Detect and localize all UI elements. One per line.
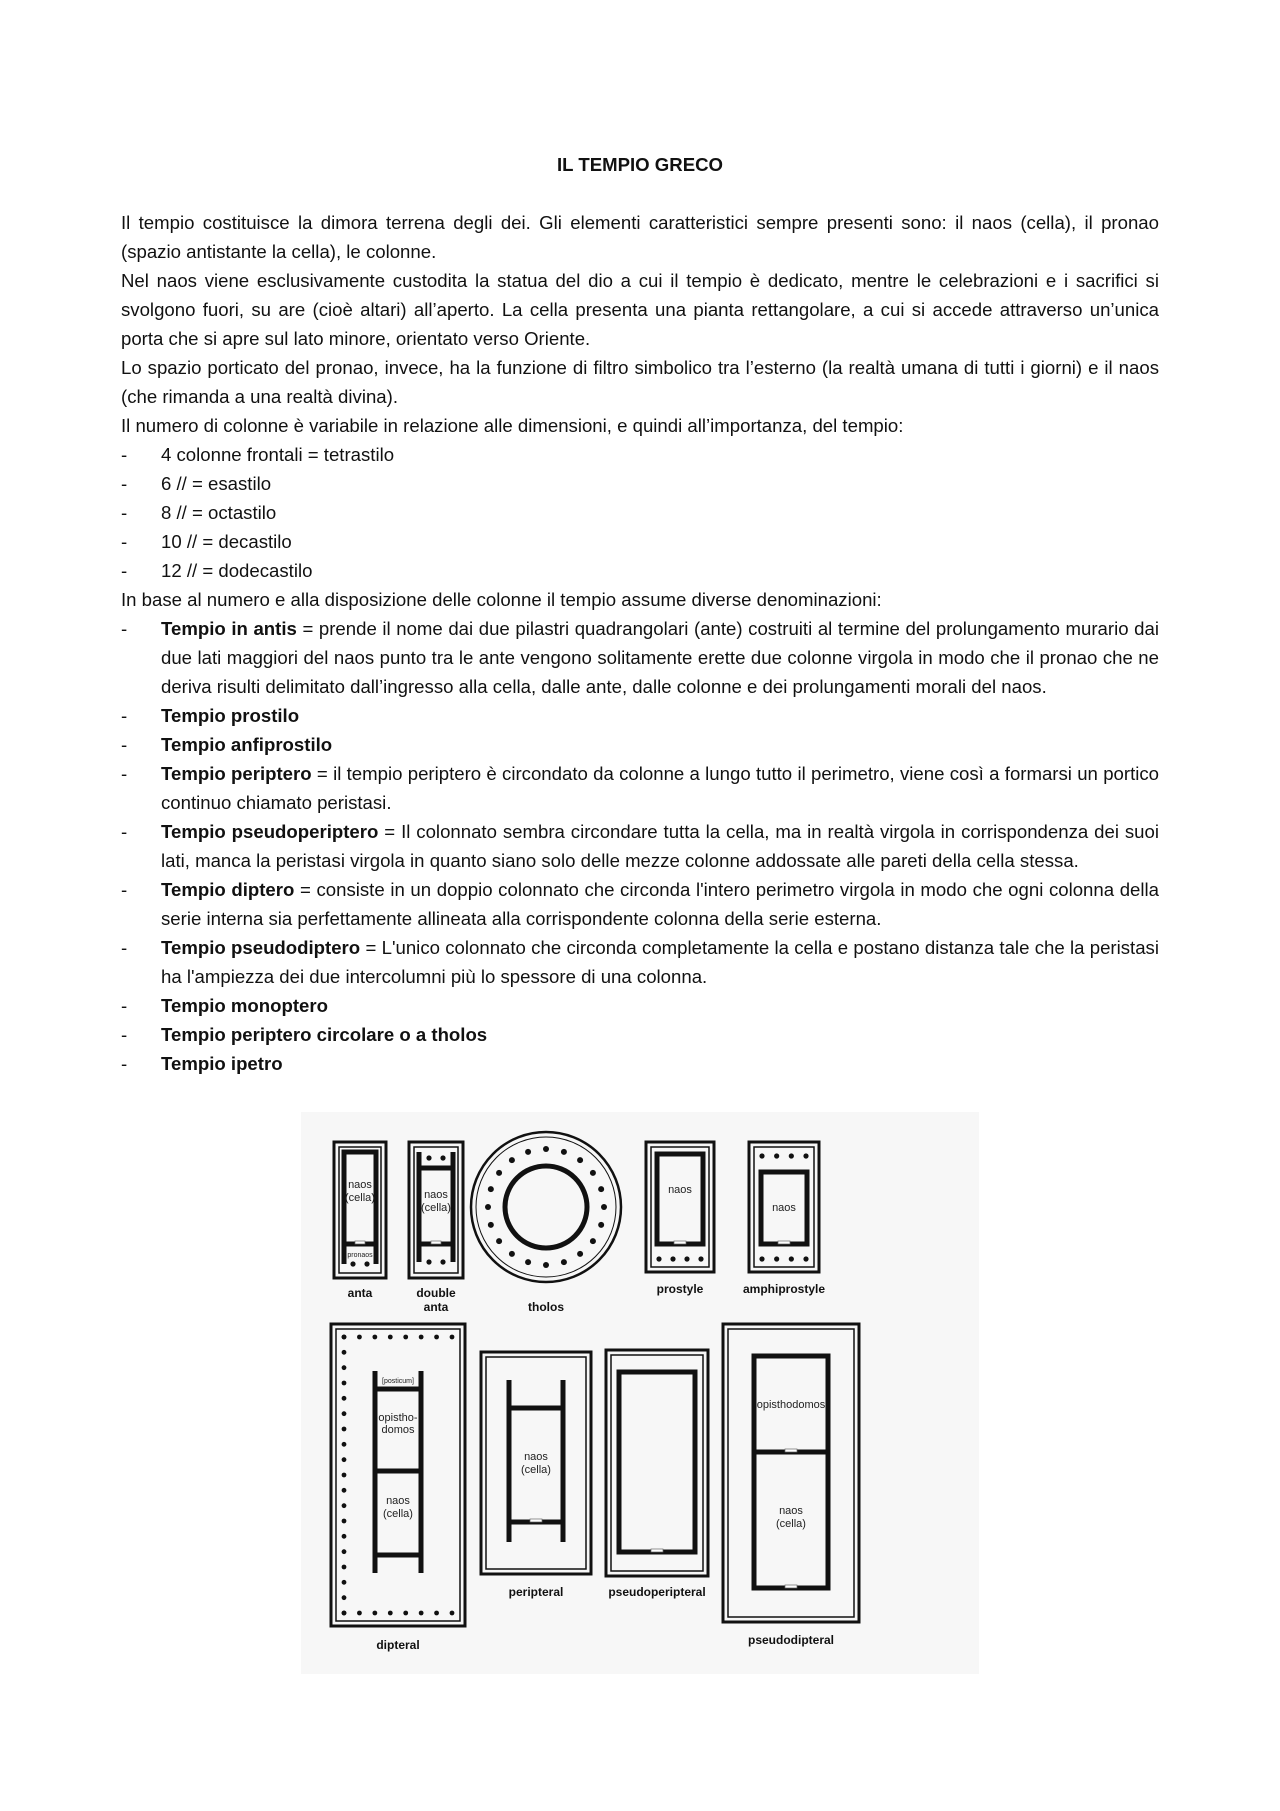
column-mark — [577, 1157, 583, 1163]
term: Tempio periptero circolare o a tholos — [161, 1024, 488, 1045]
column-mark — [403, 1611, 408, 1616]
column-mark — [485, 1204, 491, 1210]
column-mark — [496, 1170, 502, 1176]
column-mark — [388, 1611, 393, 1616]
column-mark — [684, 1256, 689, 1261]
column-mark — [342, 1580, 347, 1585]
column-mark — [698, 1256, 703, 1261]
document-body — [121, 150, 1159, 1078]
plan-label: tholos — [528, 1300, 564, 1314]
list-item: - 8 // = octastilo — [121, 502, 277, 523]
room-label: (cella) — [421, 1202, 451, 1214]
document-title: IL TEMPIO GRECO — [557, 154, 723, 175]
column-mark — [342, 1350, 347, 1355]
column-mark — [450, 1611, 455, 1616]
term: Tempio monoptero — [161, 995, 328, 1016]
list-item: - Tempio pseudoperiptero = Il colonnato sembra circondare tutta la cella, ma in realtà virgola in corrispondenza dei suoi lati, manca la peristasi virgola in quanto siano solo delle mezze colonne addossate alle pareti della cella stessa. — [121, 821, 1159, 871]
plan-label: anta — [347, 1286, 373, 1300]
column-mark — [342, 1595, 347, 1600]
column-mark — [342, 1565, 347, 1570]
column-count-list — [121, 440, 1159, 585]
column-mark — [590, 1238, 596, 1244]
room-label: (cella) — [521, 1464, 551, 1476]
column-mark — [342, 1335, 347, 1340]
plan-label: double — [416, 1286, 456, 1300]
column-mark — [342, 1396, 347, 1401]
room-label: naos — [779, 1505, 803, 1517]
column-mark — [372, 1335, 377, 1340]
column-mark — [357, 1611, 362, 1616]
room-label: [posticum] — [382, 1378, 414, 1385]
list-item: - Tempio periptero circolare o a tholos — [121, 1024, 488, 1045]
term: Tempio anfiprostilo — [161, 734, 333, 755]
column-mark — [488, 1186, 494, 1192]
column-mark — [342, 1411, 347, 1416]
list-item: - Tempio periptero = il tempio periptero è circondato da colonne a lungo tutto il perimetro, viene così a formarsi un portico continuo chiamato peristasi. — [121, 763, 1160, 813]
list-item: - Tempio pseudodiptero = L'unico colonnato che circonda completamente la cella e postano distanza tale che la peristasi ha l'ampiezza dei due intercolumni più lo spessore di una colonna. — [121, 937, 1159, 987]
room-label: opistho- — [378, 1412, 418, 1424]
column-mark — [342, 1457, 347, 1462]
column-mark — [342, 1534, 347, 1539]
column-mark — [357, 1335, 362, 1340]
paragraph: Lo spazio porticato del pronao, invece, ha la funzione di filtro simbolico tra l’esterno (la realtà umana di tutti i giorni) e il naos (che rimanda a una realtà divina). — [121, 357, 1159, 407]
room-label: (cella) — [776, 1518, 806, 1530]
column-mark — [342, 1381, 347, 1386]
column-mark — [450, 1335, 455, 1340]
list-item: - 10 // = decastilo — [121, 531, 292, 552]
list-item: - Tempio ipetro — [121, 1053, 283, 1074]
column-mark — [577, 1251, 583, 1257]
list-item: - Tempio anfiprostilo — [121, 734, 333, 755]
column-mark — [496, 1238, 502, 1244]
room-label: domos — [381, 1424, 415, 1436]
room-label: (cella) — [383, 1508, 413, 1520]
column-mark — [364, 1261, 369, 1266]
room-label: naos — [424, 1189, 448, 1201]
room-label: opisthodomos — [756, 1399, 826, 1411]
column-mark — [350, 1261, 355, 1266]
column-mark — [403, 1335, 408, 1340]
room-label: pronaos — [347, 1252, 373, 1259]
plan-label: anta — [423, 1300, 449, 1314]
column-mark — [789, 1153, 794, 1158]
room-label: naos — [386, 1495, 410, 1507]
paragraph: Il tempio costituisce la dimora terrena degli dei. Gli elementi caratteristici sempre presenti sono: il naos (cella), il pronao (spazio antistante la cella), le colonne. — [121, 212, 1159, 262]
column-mark — [590, 1170, 596, 1176]
term: Tempio periptero — [161, 763, 312, 784]
term: Tempio pseudoperiptero — [161, 821, 379, 842]
list-item: - Tempio monoptero — [121, 995, 328, 1016]
list-item: - Tempio in antis = prende il nome dai due pilastri quadrangolari (ante) costruiti al termine del prolungamento murario dai due lati maggiori del naos punto tra le ante vengono solitamente erette due colonne virgola in modo che il pronao che ne deriva risulti delimitato dall’ingresso alla cella, dalle ante, dalle colonne e dei prolungamenti morali del naos. — [121, 618, 1159, 697]
column-mark — [342, 1549, 347, 1554]
term: Tempio diptero — [161, 879, 295, 900]
column-mark — [803, 1153, 808, 1158]
column-mark — [670, 1256, 675, 1261]
term: Tempio in antis — [161, 618, 297, 639]
column-mark — [561, 1149, 567, 1155]
column-mark — [774, 1153, 779, 1158]
column-mark — [434, 1611, 439, 1616]
paragraph: In base al numero e alla disposizione delle colonne il tempio assume diverse denominazioni: — [121, 589, 882, 610]
list-item: - 12 // = dodecastilo — [121, 560, 313, 581]
temple-plans-diagram — [301, 1112, 979, 1674]
column-mark — [419, 1611, 424, 1616]
column-mark — [601, 1204, 607, 1210]
room-label: naos — [348, 1179, 372, 1191]
room-label: naos — [772, 1202, 796, 1214]
column-mark — [342, 1488, 347, 1493]
column-mark — [561, 1259, 567, 1265]
room-label: naos — [668, 1184, 692, 1196]
column-mark — [598, 1186, 604, 1192]
column-mark — [342, 1611, 347, 1616]
plan-label: amphiprostyle — [742, 1282, 826, 1296]
room-label: naos — [524, 1451, 548, 1463]
column-mark — [543, 1146, 549, 1152]
column-mark — [342, 1519, 347, 1524]
paragraph: Il numero di colonne è variabile in relazione alle dimensioni, e quindi all’importanza, del tempio: — [121, 415, 904, 436]
column-mark — [759, 1153, 764, 1158]
column-mark — [342, 1503, 347, 1508]
term: Tempio ipetro — [161, 1053, 283, 1074]
column-mark — [342, 1473, 347, 1478]
list-item: - Tempio diptero = consiste in un doppio colonnato che circonda l'intero perimetro virgola in modo che ogni colonna della serie interna sia perfettamente allineata alla corrispondente colonna della serie esterna. — [121, 879, 1159, 929]
column-mark — [342, 1427, 347, 1432]
plan-label: pseudodipteral — [747, 1633, 835, 1647]
column-mark — [543, 1262, 549, 1268]
list-item: - 6 // = esastilo — [121, 473, 272, 494]
paragraph: Nel naos viene esclusivamente custodita la statua del dio a cui il tempio è dedicato, mentre le celebrazioni e i sacrifici si svolgono fuori, su are (cioè altari) all’aperto. La cella presenta una pianta rettangolare, a cui si accede attraverso un’unica porta che si apre sul lato minore, orientato verso Oriente. — [121, 270, 1159, 349]
temple-plans-figure — [301, 1112, 979, 1674]
column-mark — [342, 1442, 347, 1447]
column-mark — [774, 1256, 779, 1261]
list-item: - Tempio prostilo — [121, 705, 300, 726]
column-mark — [388, 1335, 393, 1340]
column-mark — [434, 1335, 439, 1340]
column-mark — [419, 1335, 424, 1340]
column-mark — [509, 1157, 515, 1163]
plan-label: pseudoperipteral — [608, 1585, 706, 1599]
column-mark — [342, 1365, 347, 1370]
plan-label: peripteral — [508, 1585, 564, 1599]
column-mark — [656, 1256, 661, 1261]
temple-types-list — [121, 614, 1159, 1078]
column-mark — [372, 1611, 377, 1616]
term: Tempio prostilo — [161, 705, 300, 726]
plan-label: dipteral — [376, 1638, 420, 1652]
column-mark — [488, 1222, 494, 1228]
column-mark — [789, 1256, 794, 1261]
column-mark — [759, 1256, 764, 1261]
column-mark — [598, 1222, 604, 1228]
column-mark — [525, 1259, 531, 1265]
plan-label: prostyle — [656, 1282, 704, 1296]
column-mark — [509, 1251, 515, 1257]
room-label: (cella) — [345, 1192, 375, 1204]
list-item: - 4 colonne frontali = tetrastilo — [121, 444, 395, 465]
term: Tempio pseudodiptero — [161, 937, 361, 958]
column-mark — [803, 1256, 808, 1261]
column-mark — [525, 1149, 531, 1155]
